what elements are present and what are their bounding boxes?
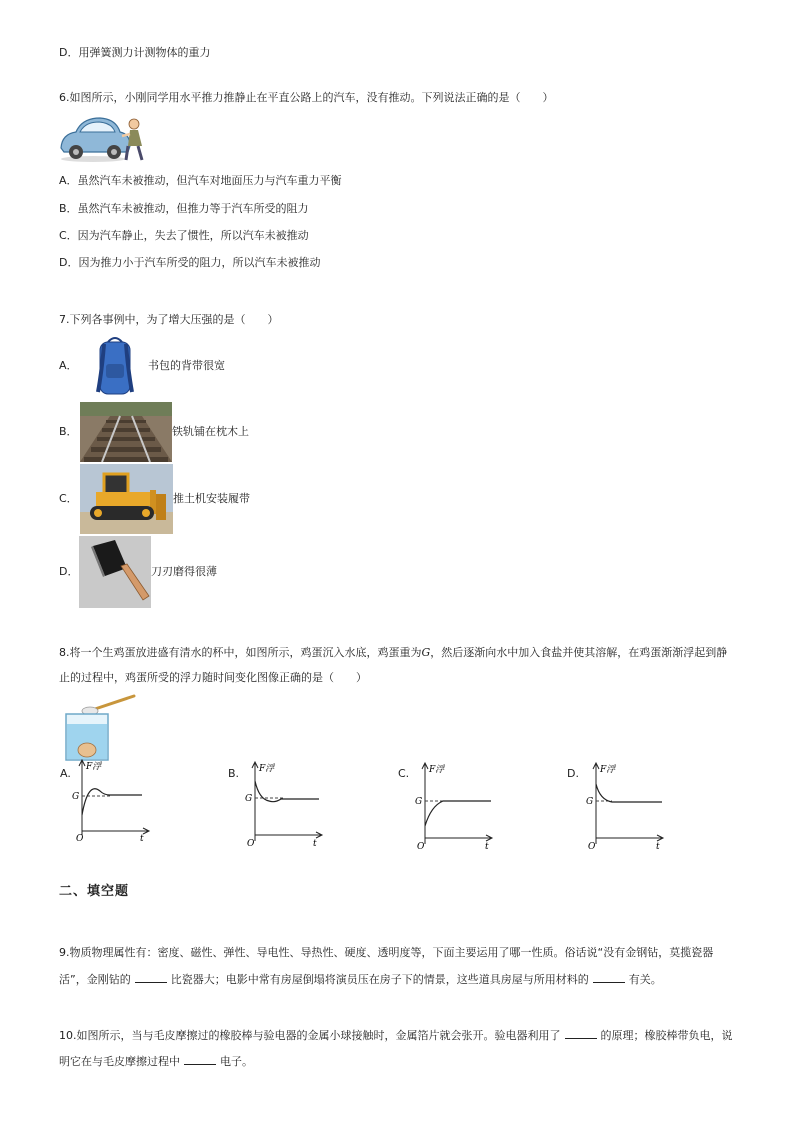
q8-graph-c-g: G: [415, 797, 423, 807]
q10-blank-1[interactable]: [565, 1028, 597, 1039]
q8-graph-b-xlabel: t: [313, 839, 317, 849]
q8-graph-d-g: G: [586, 797, 594, 807]
q9-line2-part3: 有关。: [628, 973, 662, 986]
q7-backpack-photo: [92, 334, 138, 398]
q8-stem-part1: 8.将一个生鸡蛋放进盛有清水的杯中，如图所示，鸡蛋沉入水底，鸡蛋重为: [59, 646, 422, 659]
q6-option-d: D．因为推力小于汽车所受的阻力，所以汽车未被推动: [59, 256, 321, 269]
q6-option-a: A．虽然汽车未被推动，但汽车对地面压力与汽车重力平衡: [59, 174, 342, 187]
q10-line2-part1: 明它在与毛皮摩擦过程中: [59, 1055, 180, 1068]
q8-stem-line2: 止的过程中，鸡蛋所受的浮力随时间变化图像正确的是（ ）: [59, 671, 367, 684]
q8-graph-a-xlabel: t: [140, 834, 144, 843]
q8-graph-a-g: G: [72, 792, 80, 802]
q7-option-b-text: 铁轨铺在枕木上: [172, 425, 249, 438]
q7-stem: 7.下列各事例中，为了增大压强的是（ ）: [59, 313, 279, 326]
q8-graph-c-origin: O: [417, 842, 425, 852]
q8-graph-a-ylabel: F浮: [86, 762, 102, 772]
q7-option-b-letter: B．: [59, 425, 78, 438]
q6-car-illustration: [58, 112, 148, 164]
q10-line1: [59, 1028, 733, 1043]
q8-graph-d-xlabel: t: [656, 842, 660, 852]
q6-option-c: C．因为汽车静止，失去了惯性，所以汽车未被推动: [59, 229, 309, 242]
q8-graph-c-xlabel: t: [485, 842, 489, 852]
q8-graph-c-letter: C.: [398, 767, 410, 780]
q8-graph-d-origin: O: [588, 842, 596, 852]
q7-option-a-text: 书包的背带很宽: [148, 359, 225, 372]
q7-railway-photo: [80, 402, 172, 462]
q8-graph-d-ylabel: F浮: [600, 765, 616, 775]
q10-line2: [59, 1054, 253, 1069]
q8-graph-b-ylabel: F浮: [259, 764, 275, 774]
q6-option-b: B．虽然汽车未被推动，但推力等于汽车所受的阻力: [59, 202, 309, 215]
q8-graph-b-letter: B.: [228, 767, 240, 780]
q10-line1-part2: 的原理；橡胶棒带负电，说: [600, 1029, 733, 1042]
q9-blank-2[interactable]: [593, 972, 625, 983]
q9-line2: [59, 972, 662, 987]
q7-option-d-text: 刀刃磨得很薄: [151, 565, 217, 578]
q8-graph-a: [70, 757, 160, 843]
q9-line2-part2: 比瓷器大；电影中常有房屋倒塌将演员压在房子下的情景，这些道具房屋与所用材料的: [170, 973, 589, 986]
q7-option-a-letter: A．: [59, 359, 78, 372]
q8-graph-c-ylabel: F浮: [429, 765, 445, 775]
q9-line2-part1: 活”，金刚钻的: [59, 973, 131, 986]
q9-blank-1[interactable]: [135, 972, 167, 983]
q6-stem: 6.如图所示，小刚同学用水平推力推静止在平直公路上的汽车，没有推动。下列说法正确的是（ ）: [59, 91, 554, 104]
q10-line2-part2: 电子。: [220, 1055, 253, 1068]
q8-graph-a-origin: O: [76, 834, 84, 843]
q8-stem-part2: ，然后逐渐向水中加入食盐并使其溶解，在鸡蛋渐渐浮起到静: [430, 646, 728, 659]
q8-stem-line1: [59, 646, 727, 660]
q10-line1-part1: 10.如图所示，当与毛皮摩擦过的橡胶棒与验电器的金属小球接触时，金属箔片就会张开。验电器利用了: [59, 1029, 561, 1042]
q8-graph-b-g: G: [245, 794, 253, 804]
q8-graph-d-letter: D.: [567, 767, 579, 780]
q10-blank-2[interactable]: [184, 1054, 216, 1065]
q8-graph-b: [243, 759, 333, 851]
q8-graph-a-letter: A.: [60, 767, 71, 780]
q8-graph-b-origin: O: [247, 839, 255, 849]
q8-var-g: G: [421, 646, 431, 659]
q7-option-c-letter: C．: [59, 492, 78, 505]
q7-option-d-letter: D．: [59, 565, 79, 578]
q9-line1: 9.物质物理属性有：密度、磁性、弹性、导电性、导热性、硬度、透明度等，下面主要运用了哪一性质。俗话说“没有金钢钻，莫揽瓷器: [59, 946, 714, 959]
q7-bulldozer-photo: [80, 464, 173, 534]
section-heading-fill-in: 二、填空题: [59, 884, 130, 899]
q8-egg-beaker-illustration: [62, 694, 136, 764]
q7-knife-photo: [79, 536, 151, 608]
q7-option-c-text: 推土机安装履带: [173, 492, 250, 505]
q8-graph-c: [413, 760, 503, 854]
q5-option-d: D．用弹簧测力计测物体的重力: [59, 46, 211, 59]
q8-graph-d: [584, 760, 674, 854]
